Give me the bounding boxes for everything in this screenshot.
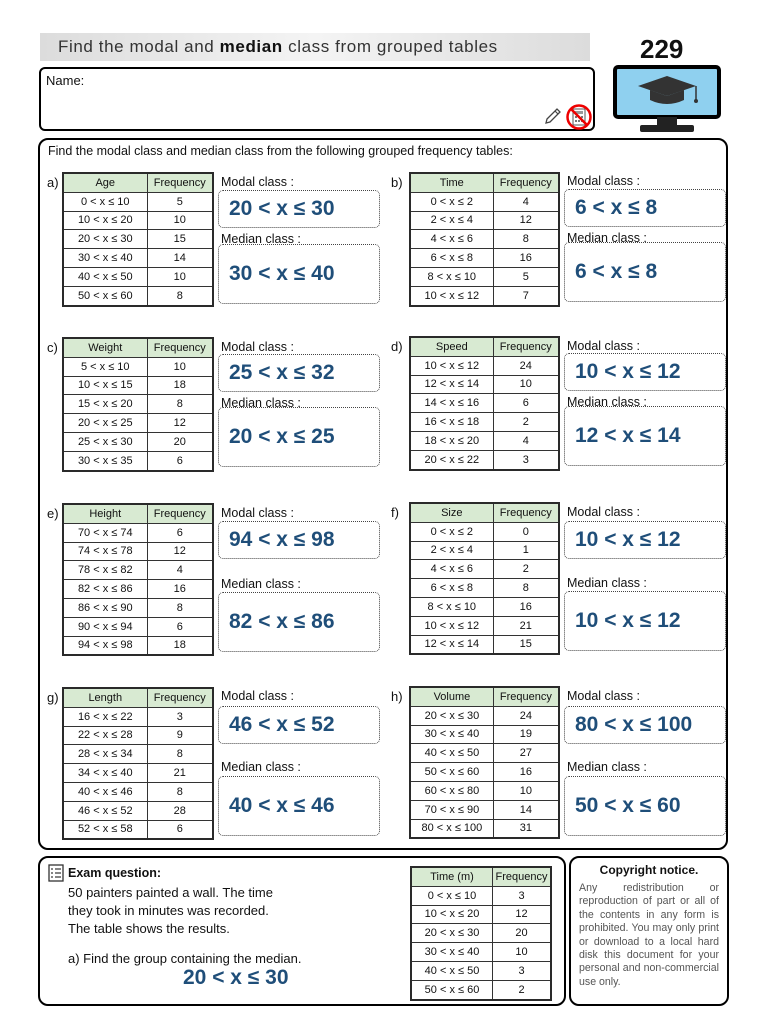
frequency-cell: 7 — [493, 286, 559, 305]
class-column-header: Size — [410, 503, 493, 522]
median-class-answer: 20 < x ≤ 25 — [218, 407, 380, 467]
modal-class-label: Modal class : — [221, 689, 294, 703]
table-row — [63, 745, 213, 764]
class-interval-cell: 25 < x ≤ 30 — [63, 432, 147, 451]
table-row — [410, 211, 559, 230]
frequency-cell: 6 — [147, 617, 213, 636]
median-class-answer: 40 < x ≤ 46 — [218, 776, 380, 836]
frequency-cell: 4 — [493, 192, 559, 211]
name-box[interactable] — [39, 67, 595, 131]
frequency-cell: 8 — [493, 579, 559, 598]
frequency-cell: 6 — [147, 451, 213, 470]
frequency-cell: 16 — [493, 249, 559, 268]
class-interval-cell: 10 < x ≤ 12 — [410, 356, 493, 375]
modal-class-label: Modal class : — [221, 340, 294, 354]
exam-text-line: The table shows the results. — [68, 921, 230, 936]
class-interval-cell: 20 < x ≤ 30 — [411, 924, 493, 943]
frequency-cell: 10 — [493, 943, 552, 962]
table-row — [63, 726, 213, 745]
frequency-cell: 18 — [147, 636, 213, 655]
table-row — [63, 432, 213, 451]
frequency-cell: 3 — [147, 707, 213, 726]
class-interval-cell: 16 < x ≤ 18 — [410, 413, 493, 432]
exam-title: Exam question: — [68, 866, 162, 880]
class-interval-cell: 30 < x ≤ 40 — [410, 725, 493, 744]
median-class-label: Median class : — [567, 395, 647, 409]
class-column-header: Weight — [63, 338, 147, 357]
instructions: Find the modal class and median class from the following grouped frequency tables: — [48, 144, 513, 158]
class-interval-cell: 2 < x ≤ 4 — [410, 211, 493, 230]
table-row — [63, 542, 213, 561]
table-row — [410, 356, 559, 375]
table-row — [410, 781, 559, 800]
modal-class-answer: 94 < x ≤ 98 — [218, 521, 380, 559]
frequency-cell: 24 — [493, 706, 559, 725]
frequency-cell: 10 — [493, 781, 559, 800]
table-row — [410, 431, 559, 450]
frequency-cell: 14 — [493, 800, 559, 819]
class-interval-cell: 50 < x ≤ 60 — [410, 763, 493, 782]
table-row — [63, 820, 213, 839]
class-interval-cell: 10 < x ≤ 12 — [410, 286, 493, 305]
class-interval-cell: 28 < x ≤ 34 — [63, 745, 147, 764]
table-row — [411, 980, 551, 999]
class-interval-cell: 10 < x ≤ 12 — [410, 616, 493, 635]
class-interval-cell: 8 < x ≤ 10 — [410, 267, 493, 286]
median-class-label: Median class : — [221, 577, 301, 591]
frequency-cell: 5 — [493, 267, 559, 286]
median-class-label: Median class : — [221, 396, 301, 410]
exam-frequency-table — [410, 866, 552, 1001]
frequency-cell: 12 — [493, 905, 552, 924]
frequency-cell: 20 — [147, 432, 213, 451]
class-interval-cell: 15 < x ≤ 20 — [63, 395, 147, 414]
modal-class-answer: 80 < x ≤ 100 — [564, 706, 726, 744]
frequency-cell: 10 — [147, 357, 213, 376]
class-interval-cell: 4 < x ≤ 6 — [410, 230, 493, 249]
class-interval-cell: 86 < x ≤ 90 — [63, 598, 147, 617]
median-class-label: Median class : — [567, 231, 647, 245]
table-row — [63, 598, 213, 617]
class-interval-cell: 5 < x ≤ 10 — [63, 357, 147, 376]
median-class-label: Median class : — [221, 232, 301, 246]
class-interval-cell: 16 < x ≤ 22 — [63, 707, 147, 726]
class-interval-cell: 22 < x ≤ 28 — [63, 726, 147, 745]
frequency-cell: 10 — [147, 267, 213, 286]
table-row — [63, 249, 213, 268]
table-row — [410, 597, 559, 616]
median-class-answer: 10 < x ≤ 12 — [564, 591, 726, 651]
class-column-header: Age — [63, 173, 147, 192]
class-interval-cell: 14 < x ≤ 16 — [410, 394, 493, 413]
table-row — [410, 579, 559, 598]
table-row — [410, 725, 559, 744]
table-row — [410, 744, 559, 763]
frequency-cell: 8 — [147, 598, 213, 617]
table-row — [410, 522, 559, 541]
class-interval-cell: 6 < x ≤ 8 — [410, 249, 493, 268]
class-interval-cell: 70 < x ≤ 90 — [410, 800, 493, 819]
class-interval-cell: 50 < x ≤ 60 — [411, 980, 493, 999]
class-column-header: Speed — [410, 337, 493, 356]
frequency-cell: 6 — [493, 394, 559, 413]
class-column-header: Volume — [410, 687, 493, 706]
pencil-icon — [543, 106, 563, 126]
class-interval-cell: 0 < x ≤ 2 — [410, 192, 493, 211]
frequency-column-header: Frequency — [147, 173, 213, 192]
class-interval-cell: 0 < x ≤ 2 — [410, 522, 493, 541]
modal-class-label: Modal class : — [221, 175, 294, 189]
modal-class-answer: 6 < x ≤ 8 — [564, 189, 726, 227]
frequency-cell: 3 — [493, 961, 552, 980]
class-interval-cell: 60 < x ≤ 80 — [410, 781, 493, 800]
median-class-answer: 6 < x ≤ 8 — [564, 242, 726, 302]
table-row — [63, 414, 213, 433]
class-interval-cell: 40 < x ≤ 50 — [63, 267, 147, 286]
exam-frequency-header: Frequency — [493, 867, 552, 886]
frequency-cell: 1 — [493, 541, 559, 560]
median-class-label: Median class : — [567, 760, 647, 774]
table-row — [411, 961, 551, 980]
page-number: 229 — [640, 34, 684, 64]
frequency-cell: 3 — [493, 886, 552, 905]
frequency-cell: 8 — [147, 395, 213, 414]
table-row — [63, 617, 213, 636]
frequency-cell: 20 — [493, 924, 552, 943]
class-interval-cell: 52 < x ≤ 58 — [63, 820, 147, 839]
question-letter: f) — [391, 505, 399, 520]
median-class-answer: 50 < x ≤ 60 — [564, 776, 726, 836]
table-row — [410, 541, 559, 560]
class-interval-cell: 90 < x ≤ 94 — [63, 617, 147, 636]
frequency-cell: 8 — [147, 782, 213, 801]
frequency-cell: 21 — [493, 616, 559, 635]
table-row — [410, 267, 559, 286]
table-row — [63, 211, 213, 230]
table-row — [411, 886, 551, 905]
class-interval-cell: 40 < x ≤ 50 — [411, 961, 493, 980]
median-class-answer: 30 < x ≤ 40 — [218, 244, 380, 304]
table-row — [63, 801, 213, 820]
table-row — [63, 230, 213, 249]
frequency-column-header: Frequency — [493, 687, 559, 706]
table-row — [63, 580, 213, 599]
class-interval-cell: 50 < x ≤ 60 — [63, 286, 147, 305]
question-letter: b) — [391, 175, 403, 190]
exam-column-header: Time (m) — [411, 867, 493, 886]
modal-class-answer: 20 < x ≤ 30 — [218, 190, 380, 228]
frequency-cell: 19 — [493, 725, 559, 744]
table-row — [63, 636, 213, 655]
class-interval-cell: 20 < x ≤ 25 — [63, 414, 147, 433]
modal-class-answer: 25 < x ≤ 32 — [218, 354, 380, 392]
class-interval-cell: 10 < x ≤ 15 — [63, 376, 147, 395]
class-interval-cell: 0 < x ≤ 10 — [63, 192, 147, 211]
class-interval-cell: 82 < x ≤ 86 — [63, 580, 147, 599]
class-interval-cell: 2 < x ≤ 4 — [410, 541, 493, 560]
worksheet-title: Find the modal and median class from grouped tables — [58, 37, 498, 56]
class-interval-cell: 30 < x ≤ 40 — [63, 249, 147, 268]
frequency-cell: 2 — [493, 413, 559, 432]
class-interval-cell: 18 < x ≤ 20 — [410, 431, 493, 450]
frequency-cell: 5 — [147, 192, 213, 211]
frequency-table — [62, 503, 214, 656]
table-row — [63, 561, 213, 580]
class-interval-cell: 0 < x ≤ 10 — [411, 886, 493, 905]
frequency-cell: 16 — [147, 580, 213, 599]
frequency-table — [62, 172, 214, 307]
class-interval-cell: 70 < x ≤ 74 — [63, 523, 147, 542]
modal-class-label: Modal class : — [221, 506, 294, 520]
table-row — [63, 286, 213, 305]
class-interval-cell: 20 < x ≤ 30 — [410, 706, 493, 725]
class-interval-cell: 40 < x ≤ 50 — [410, 744, 493, 763]
modal-class-label: Modal class : — [567, 505, 640, 519]
frequency-cell: 8 — [147, 286, 213, 305]
table-row — [410, 413, 559, 432]
class-interval-cell: 94 < x ≤ 98 — [63, 636, 147, 655]
frequency-table — [409, 172, 560, 307]
table-row — [410, 616, 559, 635]
frequency-cell: 10 — [493, 375, 559, 394]
median-class-answer: 82 < x ≤ 86 — [218, 592, 380, 652]
class-interval-cell: 74 < x ≤ 78 — [63, 542, 147, 561]
table-row — [411, 924, 551, 943]
frequency-cell: 12 — [147, 414, 213, 433]
modal-class-answer: 46 < x ≤ 52 — [218, 706, 380, 744]
class-column-header: Time — [410, 173, 493, 192]
frequency-table — [409, 686, 560, 839]
table-row — [63, 376, 213, 395]
exam-answer: 20 < x ≤ 30 — [183, 966, 289, 989]
frequency-table — [409, 502, 560, 655]
frequency-cell: 4 — [147, 561, 213, 580]
frequency-cell: 15 — [493, 635, 559, 654]
median-class-label: Median class : — [221, 760, 301, 774]
frequency-cell: 15 — [147, 230, 213, 249]
table-row — [63, 451, 213, 470]
table-row — [63, 357, 213, 376]
frequency-cell: 16 — [493, 763, 559, 782]
frequency-column-header: Frequency — [493, 173, 559, 192]
frequency-cell: 16 — [493, 597, 559, 616]
frequency-table — [62, 687, 214, 840]
frequency-cell: 8 — [493, 230, 559, 249]
table-row — [63, 782, 213, 801]
table-row — [63, 764, 213, 783]
table-row — [410, 375, 559, 394]
class-interval-cell: 80 < x ≤ 100 — [410, 819, 493, 838]
table-row — [410, 706, 559, 725]
frequency-cell: 0 — [493, 522, 559, 541]
class-interval-cell: 34 < x ≤ 40 — [63, 764, 147, 783]
exam-part-a: a) Find the group containing the median. — [68, 951, 302, 966]
class-interval-cell: 12 < x ≤ 14 — [410, 375, 493, 394]
modal-class-label: Modal class : — [567, 339, 640, 353]
frequency-cell: 28 — [147, 801, 213, 820]
median-class-label: Median class : — [567, 576, 647, 590]
question-letter: h) — [391, 689, 403, 704]
frequency-column-header: Frequency — [147, 504, 213, 523]
table-row — [410, 230, 559, 249]
table-row — [63, 523, 213, 542]
frequency-cell: 18 — [147, 376, 213, 395]
clipboard-list-icon — [48, 864, 64, 882]
table-row — [63, 395, 213, 414]
no-calculator-icon — [565, 103, 593, 131]
modal-class-label: Modal class : — [567, 689, 640, 703]
table-row — [63, 267, 213, 286]
frequency-column-header: Frequency — [493, 337, 559, 356]
frequency-column-header: Frequency — [493, 503, 559, 522]
table-row — [410, 249, 559, 268]
table-row — [63, 707, 213, 726]
class-interval-cell: 30 < x ≤ 40 — [411, 943, 493, 962]
question-letter: e) — [47, 506, 59, 521]
class-interval-cell: 40 < x ≤ 46 — [63, 782, 147, 801]
frequency-cell: 6 — [147, 523, 213, 542]
frequency-column-header: Frequency — [147, 338, 213, 357]
class-interval-cell: 8 < x ≤ 10 — [410, 597, 493, 616]
table-row — [410, 192, 559, 211]
frequency-table — [62, 337, 214, 472]
frequency-cell: 21 — [147, 764, 213, 783]
question-letter: a) — [47, 175, 59, 190]
table-row — [410, 800, 559, 819]
table-row — [410, 394, 559, 413]
table-row — [411, 943, 551, 962]
question-letter: c) — [47, 340, 58, 355]
class-interval-cell: 20 < x ≤ 22 — [410, 450, 493, 469]
frequency-cell: 31 — [493, 819, 559, 838]
table-row — [63, 192, 213, 211]
table-row — [411, 905, 551, 924]
frequency-cell: 2 — [493, 980, 552, 999]
class-interval-cell: 6 < x ≤ 8 — [410, 579, 493, 598]
frequency-cell: 24 — [493, 356, 559, 375]
table-row — [410, 635, 559, 654]
frequency-column-header: Frequency — [147, 688, 213, 707]
frequency-cell: 3 — [493, 450, 559, 469]
frequency-cell: 8 — [147, 745, 213, 764]
table-row — [410, 763, 559, 782]
class-interval-cell: 30 < x ≤ 35 — [63, 451, 147, 470]
modal-class-answer: 10 < x ≤ 12 — [564, 353, 726, 391]
class-interval-cell: 4 < x ≤ 6 — [410, 560, 493, 579]
table-row — [410, 819, 559, 838]
class-interval-cell: 78 < x ≤ 82 — [63, 561, 147, 580]
class-interval-cell: 12 < x ≤ 14 — [410, 635, 493, 654]
exam-text-line: they took in minutes was recorded. — [68, 903, 269, 918]
exam-text-line: 50 painters painted a wall. The time — [68, 885, 273, 900]
frequency-cell: 27 — [493, 744, 559, 763]
table-row — [410, 286, 559, 305]
copyright-text: Any redistribution or reproduction of part or all of the contents in any form is prohibited. You may only print or download to a local hard disk this document for your personal and non-commercial use only. — [579, 882, 719, 988]
class-interval-cell: 10 < x ≤ 20 — [411, 905, 493, 924]
class-column-header: Length — [63, 688, 147, 707]
monitor-graduation-cap-icon — [612, 64, 722, 136]
frequency-table — [409, 336, 560, 471]
frequency-cell: 6 — [147, 820, 213, 839]
table-row — [410, 450, 559, 469]
class-interval-cell: 10 < x ≤ 20 — [63, 211, 147, 230]
class-interval-cell: 20 < x ≤ 30 — [63, 230, 147, 249]
question-letter: d) — [391, 339, 403, 354]
frequency-cell: 9 — [147, 726, 213, 745]
copyright-title: Copyright notice. — [599, 863, 699, 877]
frequency-cell: 14 — [147, 249, 213, 268]
median-class-answer: 12 < x ≤ 14 — [564, 406, 726, 466]
frequency-cell: 12 — [147, 542, 213, 561]
name-label: Name: — [46, 73, 85, 88]
class-column-header: Height — [63, 504, 147, 523]
question-letter: g) — [47, 690, 59, 705]
frequency-cell: 4 — [493, 431, 559, 450]
table-row — [410, 560, 559, 579]
frequency-cell: 2 — [493, 560, 559, 579]
frequency-cell: 12 — [493, 211, 559, 230]
modal-class-answer: 10 < x ≤ 12 — [564, 521, 726, 559]
modal-class-label: Modal class : — [567, 174, 640, 188]
class-interval-cell: 46 < x ≤ 52 — [63, 801, 147, 820]
frequency-cell: 10 — [147, 211, 213, 230]
